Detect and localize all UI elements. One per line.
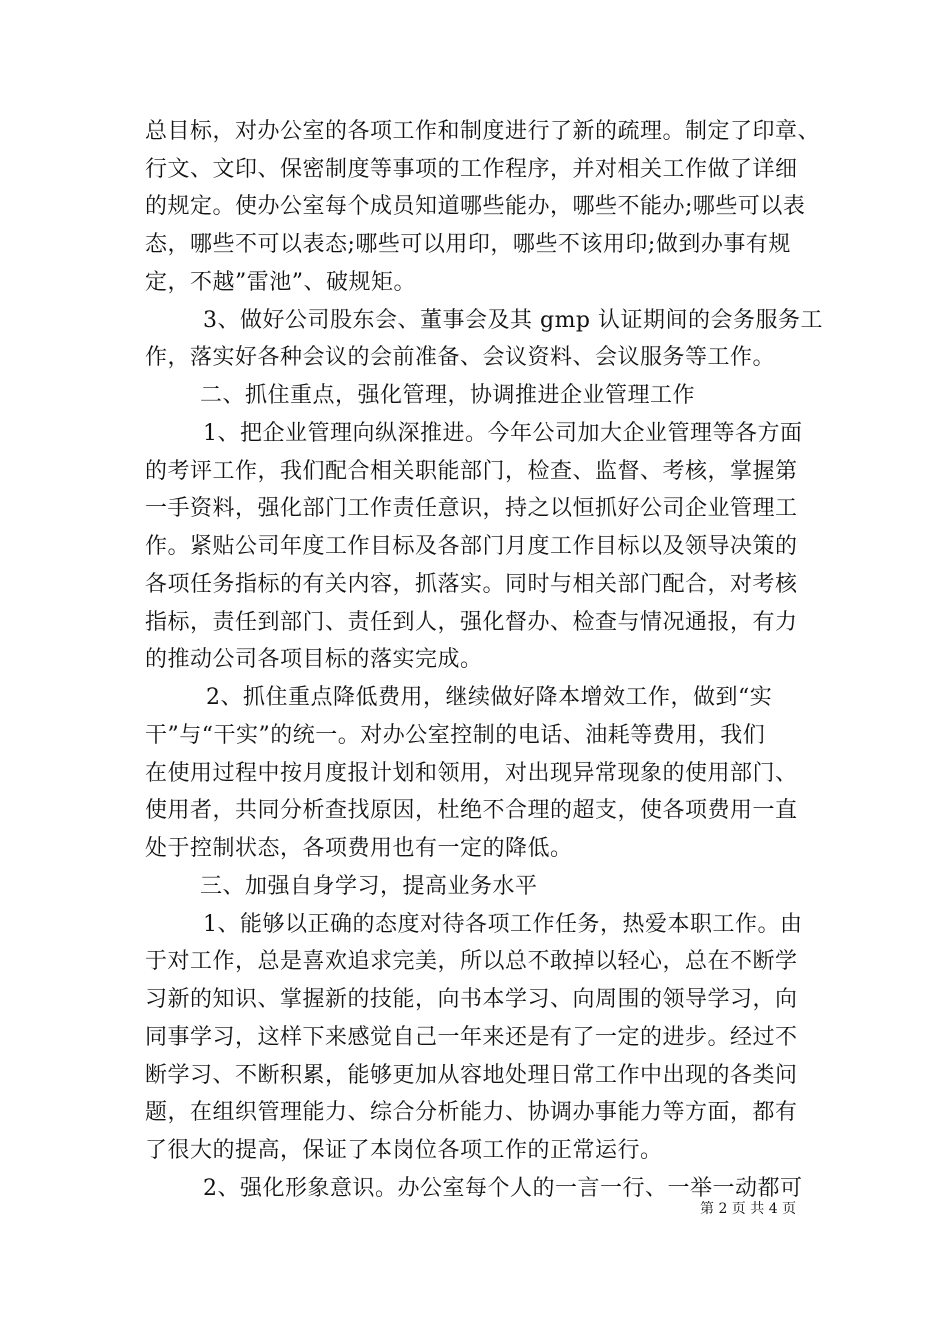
text-line: 行文、文印、保密制度等事项的工作程序，并对相关工作做了详细 bbox=[145, 157, 798, 182]
text-line: 的规定。使办公室每个成员知道哪些能办，哪些不能办;哪些可以表 bbox=[145, 194, 806, 219]
text-line: 断学习、不断积累，能够更加从容地处理日常工作中出现的各类问 bbox=[145, 1063, 798, 1088]
text-line: 定，不越”雷池”、破规矩。 bbox=[145, 270, 416, 295]
text-line: 3、做好公司股东会、董事会及其 gmp 认证期间的会务服务工 bbox=[203, 308, 824, 333]
text-line: 指标，责任到部门、责任到人，强化督办、检查与情况通报，有力 bbox=[145, 610, 798, 635]
text-line: 同事学习，这样下来感觉自己一年来还是有了一定的进步。经过不 bbox=[145, 1025, 798, 1050]
text-line: 题，在组织管理能力、综合分析能力、协调办事能力等方面，都有 bbox=[145, 1100, 798, 1125]
text-line: 2、抓住重点降低费用，继续做好降本增效工作，做到“实 bbox=[206, 685, 773, 710]
text-line: 了很大的提高，保证了本岗位各项工作的正常运行。 bbox=[145, 1138, 663, 1163]
text-line: 总目标，对办公室的各项工作和制度进行了新的疏理。制定了印章、 bbox=[145, 119, 821, 144]
text-line: 的考评工作，我们配合相关职能部门，检查、监督、考核，掌握第 bbox=[145, 459, 798, 484]
page-number: 第 2 页 共 4 页 bbox=[700, 1201, 797, 1217]
text-line: 处于控制状态，各项费用也有一定的降低。 bbox=[145, 836, 573, 861]
text-line: 各项任务指标的有关内容，抓落实。同时与相关部门配合，对考核 bbox=[145, 572, 798, 597]
text-line: 态，哪些不可以表态;哪些可以用印，哪些不该用印;做到办事有规 bbox=[145, 232, 791, 257]
text-line: 在使用过程中按月度报计划和领用，对出现异常现象的使用部门、 bbox=[145, 761, 798, 786]
text-line: 一手资料，强化部门工作责任意识，持之以恒抓好公司企业管理工 bbox=[145, 496, 798, 521]
text-line: 2、强化形象意识。办公室每个人的一言一行、一举一动都可 bbox=[203, 1176, 803, 1201]
text-line: 习新的知识、掌握新的技能，向书本学习、向周围的领导学习，向 bbox=[145, 987, 798, 1012]
text-line: 作，落实好各种会议的会前准备、会议资料、会议服务等工作。 bbox=[145, 345, 776, 370]
text-line: 干”与“干实”的统一。对办公室控制的电话、油耗等费用，我们 bbox=[145, 723, 766, 748]
text-line: 1、把企业管理向纵深推进。今年公司加大企业管理等各方面 bbox=[203, 421, 803, 446]
text-line: 使用者，共同分析查找原因，杜绝不合理的超支，使各项费用一直 bbox=[145, 798, 798, 823]
text-line: 1、能够以正确的态度对待各项工作任务，热爱本职工作。由 bbox=[203, 912, 803, 937]
text-line: 的推动公司各项目标的落实完成。 bbox=[145, 647, 483, 672]
text-line: 作。紧贴公司年度工作目标及各部门月度工作目标以及领导决策的 bbox=[145, 534, 798, 559]
section-heading: 三、加强自身学习，提高业务水平 bbox=[200, 874, 538, 899]
text-line: 于对工作，总是喜欢追求完美，所以总不敢掉以轻心，总在不断学 bbox=[145, 949, 798, 974]
section-heading: 二、抓住重点，强化管理，协调推进企业管理工作 bbox=[200, 383, 696, 408]
